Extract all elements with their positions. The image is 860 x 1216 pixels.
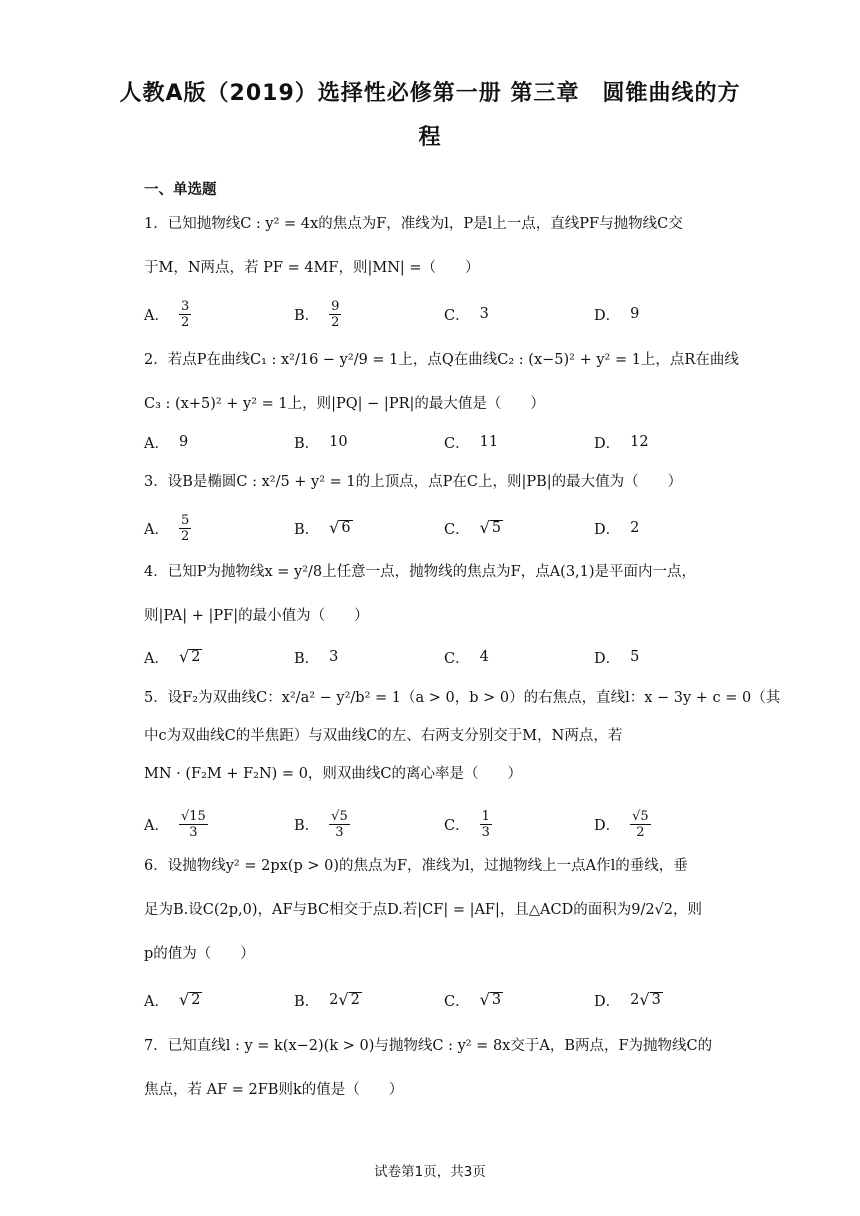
option-d[interactable]: D． $\frac{√5}{2}$ bbox=[594, 808, 649, 840]
square-root: √ 5 bbox=[479, 518, 502, 537]
question-5-line-3: MN · (F₂M + F₂N) = 0，则双曲线C的离心率是（ ） bbox=[144, 766, 523, 782]
option-b[interactable]: B． $\frac{√5}{3}$ bbox=[294, 808, 348, 840]
option-a[interactable]: A． √ 2 bbox=[144, 990, 201, 1010]
fraction: $\frac{√5}{3}$ bbox=[331, 808, 348, 840]
option-c[interactable]: C． 4 bbox=[444, 649, 489, 667]
question-5-options bbox=[144, 804, 724, 844]
fraction: $\frac{√5}{2}$ bbox=[632, 808, 649, 840]
question-7-line-1: 7．已知直线l : y = k(x−2)(k > 0)与抛物线C : y² = 8x交于A，B两点，F为抛物线C的 bbox=[144, 1038, 713, 1054]
option-b[interactable]: B． $\frac{9}{2}$ bbox=[294, 298, 340, 330]
question-1-line-1: 1．已知抛物线C : y² = 4x的焦点为F，准线为l，P是l上一点，直线PF与抛物线C交 bbox=[144, 216, 683, 232]
fraction: $\frac{5}{2}$ bbox=[180, 512, 190, 544]
option-a[interactable]: A． 9 bbox=[144, 434, 189, 452]
question-2-options bbox=[144, 422, 724, 462]
question-3-line-1: 3．设B是椭圆C : x²/5 + y² = 1的上顶点，点P在C上，则|PB|的最大值为（ ） bbox=[144, 474, 683, 490]
option-d[interactable]: D． 2 bbox=[594, 520, 640, 538]
square-root: √ 2 bbox=[178, 647, 201, 666]
option-b[interactable]: B． 10 bbox=[294, 434, 348, 452]
square-root: √ 2 bbox=[338, 990, 360, 1009]
question-6-line-1: 6．设抛物线y² = 2px(p > 0)的焦点为F，准线为l，过抛物线上一点A作l的垂线，垂 bbox=[144, 858, 688, 874]
question-7-line-2: 焦点，若 AF = 2FB则k的值是（ ） bbox=[144, 1082, 404, 1098]
fraction: $\frac{9}{2}$ bbox=[331, 298, 340, 330]
question-3-options bbox=[144, 508, 724, 548]
page-footer: 试卷第1页，共3页 bbox=[374, 1164, 486, 1180]
option-b[interactable]: B． 3 bbox=[294, 649, 339, 667]
option-a[interactable]: A． $\frac{3}{2}$ bbox=[144, 298, 190, 330]
question-4-options bbox=[144, 637, 724, 677]
option-c[interactable]: C． √ 3 bbox=[444, 990, 502, 1010]
option-c[interactable]: C． 3 bbox=[444, 306, 489, 324]
question-6-options bbox=[144, 980, 724, 1020]
option-d[interactable]: D． 12 bbox=[594, 434, 649, 452]
fraction: $\frac{√15}{3}$ bbox=[180, 808, 206, 840]
option-d[interactable]: D． 2 √ 3 bbox=[594, 990, 661, 1010]
option-d[interactable]: D． 5 bbox=[594, 649, 640, 667]
option-a[interactable]: A． $\frac{√15}{3}$ bbox=[144, 808, 206, 840]
option-c[interactable]: C． 11 bbox=[444, 434, 499, 452]
section-heading: 一、单选题 bbox=[144, 182, 217, 198]
option-a[interactable]: A． √ 2 bbox=[144, 647, 201, 667]
question-6-line-2: 足为B.设C(2p,0)，AF与BC相交于点D.若|CF| = |AF|，且△ACD的面积为9/2√2，则 bbox=[144, 902, 703, 918]
question-6-line-3: p的值为（ ） bbox=[144, 946, 255, 962]
square-root: √ 2 bbox=[178, 990, 201, 1009]
fraction: $\frac{1}{3}$ bbox=[481, 808, 490, 840]
question-4-line-2: 则|PA| + |PF|的最小值为（ ） bbox=[144, 608, 369, 624]
option-c[interactable]: C． √ 5 bbox=[444, 518, 502, 538]
page-title-line-1: 人教A版（2019）选择性必修第一册 第三章 圆锥曲线的方 bbox=[119, 81, 741, 106]
square-root: √ 6 bbox=[329, 518, 351, 537]
option-d[interactable]: D． 9 bbox=[594, 306, 640, 324]
fraction: $\frac{3}{2}$ bbox=[180, 298, 190, 330]
question-2-line-2: C₃ : (x+5)² + y² = 1上，则|PQ| − |PR|的最大值是（ ） bbox=[144, 396, 545, 412]
option-b[interactable]: B． √ 6 bbox=[294, 518, 351, 538]
question-1-line-2: 于M，N两点，若 PF = 4MF，则|MN| =（ ） bbox=[144, 260, 480, 276]
question-1-options bbox=[144, 294, 724, 334]
question-4-line-1: 4．已知P为抛物线x = y²/8上任意一点，抛物线的焦点为F，点A(3,1)是平面内一点， bbox=[144, 564, 697, 580]
page-title-line-2: 程 bbox=[418, 125, 442, 150]
option-a[interactable]: A． $\frac{5}{2}$ bbox=[144, 512, 190, 544]
question-2-line-1: 2．若点P在曲线C₁ : x²/16 − y²/9 = 1上，点Q在曲线C₂ : (x−5)² + y² = 1上，点R在曲线 bbox=[144, 352, 739, 368]
question-5-line-2: 中c为双曲线C的半焦距）与双曲线C的左、右两支分别交于M，N两点，若 bbox=[144, 728, 623, 744]
option-b[interactable]: B． 2 √ 2 bbox=[294, 990, 360, 1010]
question-5-line-1: 5．设F₂为双曲线C：x²/a² − y²/b² = 1（a > 0，b > 0）的右焦点，直线l：x − 3y + c = 0（其 bbox=[144, 690, 781, 706]
square-root: √ 3 bbox=[639, 990, 661, 1009]
option-c[interactable]: C． $\frac{1}{3}$ bbox=[444, 808, 490, 840]
square-root: √ 3 bbox=[479, 990, 502, 1009]
